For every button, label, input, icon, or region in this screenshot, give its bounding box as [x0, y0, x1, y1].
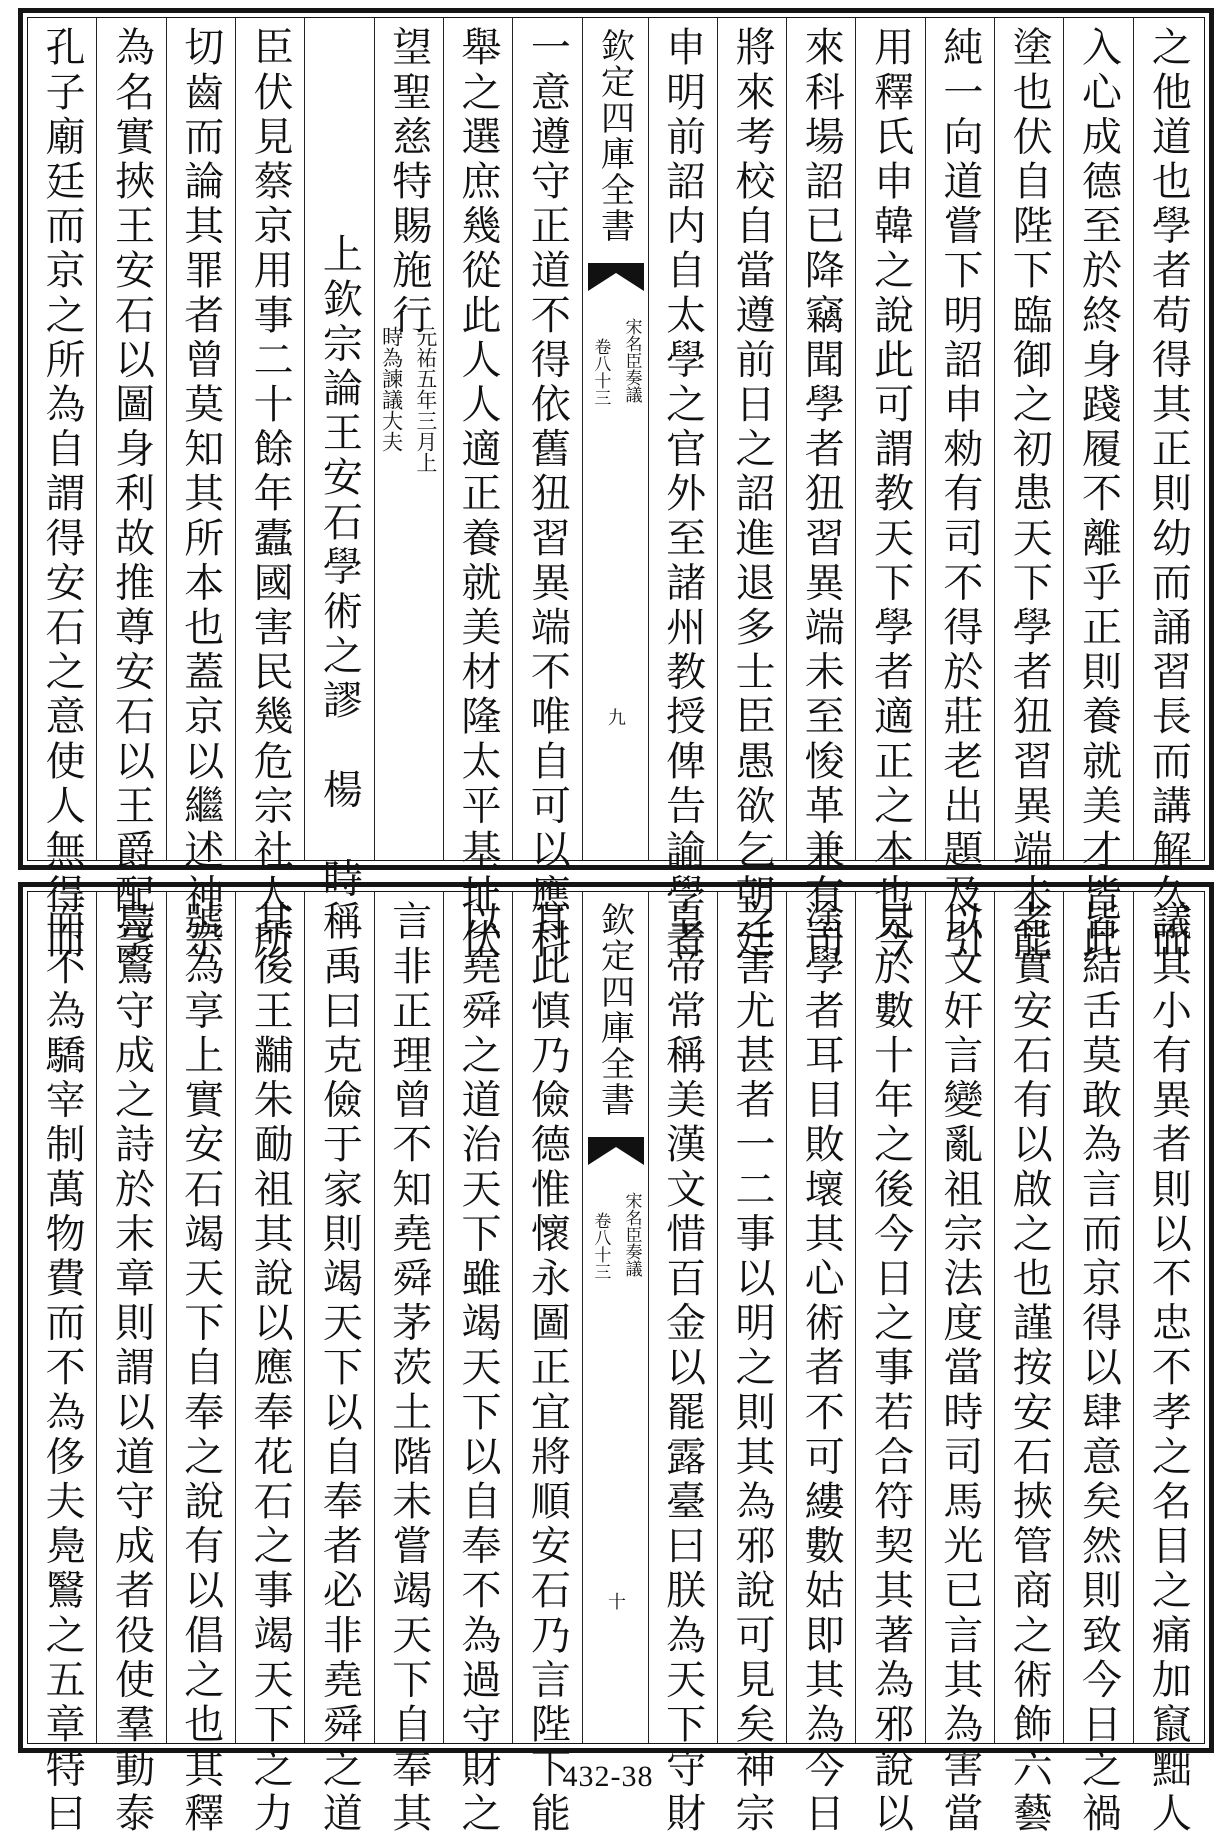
- fishtail-mark: [588, 263, 644, 297]
- column-text: 舉之選庶幾從此人人適正養就美材隆太平基址伏: [455, 26, 502, 963]
- upper-page-grid: [27, 17, 1205, 963]
- text-column: [995, 18, 1064, 963]
- column-text: 為名實挾王安石以圖身利故推尊安石以王爵配享: [108, 26, 155, 963]
- column-text: 以文奸言變亂祖宗法度當時司馬光已言其為害當: [936, 900, 983, 1837]
- column-text: 皇帝常稱美漢文惜百金以罷露臺曰朕為天下守財: [659, 900, 706, 1837]
- leaf-number: 十: [605, 1592, 626, 1610]
- column-text: 議其小有異者則以不忠不孝之名目之痛加竄黜人: [1145, 900, 1192, 1837]
- date-note: 元祐五年三月上: [413, 326, 438, 473]
- column-text: 孔子廟廷而京之所為自謂得安石之意使人無得而: [39, 26, 86, 963]
- text-column: [305, 18, 374, 902]
- column-text: 上欽宗論王安石學術之謬 楊 時: [316, 233, 363, 902]
- fishtail-mark: [588, 1137, 644, 1171]
- center-strip: [583, 18, 649, 860]
- column-text: 申明前詔内自太學之官外至諸州教授俾告諭學者: [659, 26, 706, 963]
- center-strip: [583, 892, 649, 1743]
- text-column: [444, 892, 513, 1837]
- center-title: 欽定四庫全書: [594, 28, 635, 244]
- column-text: 而不為驕宰制萬物費而不為侈夫鳧鷖之五章特曰: [39, 900, 86, 1837]
- center-book-title: 宋名臣奏議: [621, 1192, 642, 1277]
- column-text: 塗也伏自陛下臨御之初患天下學者狃習異端未能: [1006, 26, 1053, 963]
- text-column: [513, 18, 582, 963]
- text-column: [444, 18, 513, 963]
- text-column: [167, 892, 236, 1837]
- text-column: [926, 892, 995, 1837]
- column-text: 臣伏見蔡京用事二十餘年蠹國害民幾危宗社人所: [247, 26, 294, 963]
- column-text: 望聖慈特賜施行: [385, 26, 432, 339]
- column-text: 之他道也學者苟得其正則幼而誦習長而講解久而: [1145, 26, 1192, 963]
- column-text: 純一向道嘗下明詔申勑有司不得於莊老出題及引: [936, 26, 983, 963]
- column-text: 鳧鷖守成之詩於末章則謂以道守成者役使羣動泰: [108, 900, 155, 1837]
- center-volume: 卷八十三: [590, 1212, 611, 1280]
- text-column: [787, 892, 856, 1837]
- column-text: 來科場詔已降竊聞學者狃習異端未至悛革兼有司: [798, 26, 845, 963]
- column-text: 塗學者耳目敗壞其心術者不可縷數姑即其為今日: [798, 900, 845, 1837]
- office-note: 時為諫議大夫: [379, 326, 404, 452]
- text-column: [718, 18, 787, 963]
- text-column: [856, 18, 925, 963]
- leaf-number: 九: [605, 708, 626, 726]
- column-text: 稱禹曰克儉于家則竭天下以自奉者必非堯舜之道: [316, 900, 363, 1837]
- text-column: [28, 892, 97, 1837]
- center-volume: 卷八十三: [590, 338, 611, 406]
- text-column: [375, 892, 444, 1837]
- text-column: [1064, 18, 1133, 963]
- text-column: [513, 892, 582, 1837]
- text-column: [97, 892, 166, 1837]
- column-text: 切齒而論其罪者曾莫知其所本也蓋京以繼述神宗: [177, 26, 224, 963]
- text-column: [375, 18, 444, 860]
- text-column: [926, 18, 995, 963]
- column-text: 之害尤甚者一二事以明之則其為邪說可見矣神宗: [728, 900, 775, 1837]
- center-title: 欽定四庫全書: [594, 902, 635, 1118]
- center-book-title: 宋名臣奏議: [621, 318, 642, 403]
- text-column: [995, 892, 1064, 1837]
- column-text: 皆結舌莫敢為言而京得以肆意矣然則致今日之禍: [1075, 900, 1122, 1837]
- column-text: 言非正理曾不知堯舜茅茨土階未嘗竭天下自奉其: [385, 900, 432, 1837]
- column-text: 以堯舜之道治天下雖竭天下以自奉不為過守財之: [455, 900, 502, 1837]
- column-text: 耳此慎乃儉德惟懷永圖正宜將順安石乃言陛下能: [524, 900, 571, 1837]
- text-column: [305, 892, 374, 1837]
- text-column: [167, 18, 236, 963]
- text-column: [1064, 892, 1133, 1837]
- column-text: 號為享上實安石竭天下自奉之說有以倡之也其釋: [177, 900, 224, 1837]
- text-column: [718, 892, 787, 1837]
- text-column: [97, 18, 166, 963]
- text-column: [856, 892, 925, 1837]
- text-column: [787, 18, 856, 963]
- column-text: 見於數十年之後今日之事若合符契其著為邪說以: [867, 900, 914, 1837]
- text-column: [649, 18, 718, 963]
- column-text: 一意遵守正道不得依舊狃習異端不唯自可以應科: [524, 26, 571, 963]
- text-column: [28, 18, 97, 963]
- text-column: [236, 892, 305, 1837]
- text-column: [1134, 18, 1203, 963]
- column-text: 入心成德至於終身踐履不離乎正則養就美才皆此: [1075, 26, 1122, 963]
- column-text: 者實安石有以啟之也謹按安石挾管商之術飾六藝: [1006, 900, 1053, 1837]
- column-text: 其後王黼朱勔祖其說以應奉花石之事竭天下之力: [247, 900, 294, 1837]
- column-text: 將來考校自當遵前日之詔進退多士臣愚欲乞朝廷: [728, 26, 775, 963]
- text-column: [649, 892, 718, 1837]
- upper-page-frame: [18, 8, 1214, 963]
- column-text: 用釋氏申韓之說此可謂教天下學者適正之本也今: [867, 26, 914, 963]
- page-number: 432-38: [562, 1760, 654, 1793]
- text-column: [236, 18, 305, 963]
- text-column: [1134, 892, 1203, 1837]
